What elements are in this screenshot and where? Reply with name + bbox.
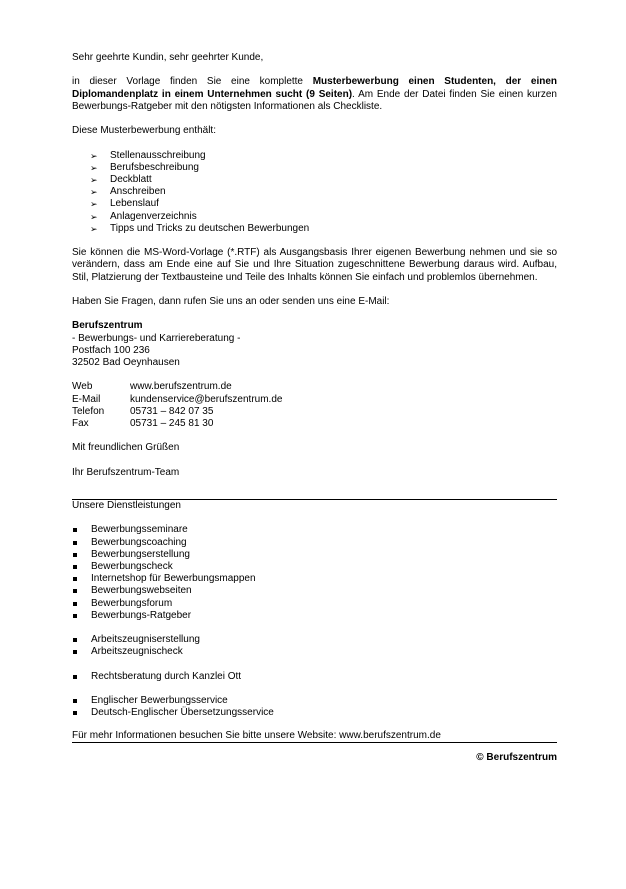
services-list-item: Bewerbungs-Ratgeber xyxy=(72,610,557,622)
arrow-bullet-icon: ➢ xyxy=(90,211,98,222)
services-list-item: Bewerbungsforum xyxy=(72,598,557,610)
contact-label: Fax xyxy=(72,417,89,429)
arrow-bullet-icon: ➢ xyxy=(90,187,98,198)
square-bullet-icon xyxy=(73,699,77,703)
email-link[interactable]: kundenservice@berufszentrum.de xyxy=(130,393,283,405)
contents-list-item: ➢ Berufsbeschreibung xyxy=(90,161,199,173)
closing: Mit freundlichen Grüßen xyxy=(72,442,180,454)
services-list-group-4 xyxy=(72,695,557,719)
square-bullet-icon xyxy=(73,711,77,715)
company-tagline: - Bewerbungs- und Karriereberatung - xyxy=(72,332,241,344)
copyright: © Berufszentrum xyxy=(476,751,557,763)
intro-bold-text: Musterbewerbung einen Studenten, der einen Diplomandenplatz in einem Unternehmen sucht (9 Seiten) xyxy=(72,76,558,100)
arrow-bullet-icon: ➢ xyxy=(90,174,98,185)
services-list-item: Bewerbungscheck xyxy=(72,561,557,573)
company-name: Berufszentrum xyxy=(72,320,143,332)
contents-list-item: ➢ Anlagenverzeichnis xyxy=(90,210,197,222)
usage-paragraph: Sie können die MS-Word-Vorlage (*.RTF) als Ausgangsbasis Ihrer eigenen Bewerbung nehmen und sie so verändern, dass am Ende eine auf Sie und Ihre Situation zugeschnittene Bewerbung daraus wird. Aufbau, Stil, Platzierung der Textbausteine und Teile des Inhalts können Sie einfach und problemlos übernehmen. xyxy=(72,247,557,283)
contents-list-item: ➢ Deckblatt xyxy=(90,173,152,185)
contact-row-fax xyxy=(72,418,557,430)
square-bullet-icon xyxy=(73,614,77,618)
services-list-item: Bewerbungswebseiten xyxy=(72,585,557,597)
contact-row-web xyxy=(72,381,557,393)
arrow-bullet-icon: ➢ xyxy=(90,223,98,234)
square-bullet-icon xyxy=(73,553,77,557)
signature: Ihr Berufszentrum-Team xyxy=(72,466,180,478)
arrow-bullet-icon: ➢ xyxy=(90,150,98,161)
services-list-group-1 xyxy=(72,524,557,622)
phone-value: 05731 – 842 07 35 xyxy=(130,405,214,417)
services-list-item: Bewerbungserstellung xyxy=(72,549,557,561)
intro-text-end: . Am Ende der Datei finden Sie einen kurzen Bewerbungs-Ratgeber mit den nötigsten Informationen als Checkliste. xyxy=(72,88,557,112)
contents-list-item: ➢ Anschreiben xyxy=(90,186,166,198)
services-list-item: Deutsch-Englischer Übersetzungsservice xyxy=(72,707,557,719)
services-list-group-3 xyxy=(72,671,557,683)
services-list-item: Internetshop für Bewerbungsmappen xyxy=(72,573,557,585)
website-link[interactable]: www.berufszentrum.de xyxy=(130,381,232,393)
city: 32502 Bad Oeynhausen xyxy=(72,356,180,368)
services-list-item: Bewerbungsseminare xyxy=(72,524,557,536)
square-bullet-icon xyxy=(73,638,77,642)
contents-list-item: ➢ Lebenslauf xyxy=(90,198,159,210)
square-bullet-icon xyxy=(73,602,77,606)
po-box: Postfach 100 236 xyxy=(72,344,150,356)
services-heading: Unsere Dienstleistungen xyxy=(72,499,181,511)
services-list-item: Englischer Bewerbungsservice xyxy=(72,695,557,707)
contact-label: Telefon xyxy=(72,405,105,417)
contact-label: E-Mail xyxy=(72,393,101,405)
contact-label: Web xyxy=(72,381,93,393)
contact-row-phone xyxy=(72,406,557,418)
services-list-item: Rechtsberatung durch Kanzlei Ott xyxy=(72,671,557,683)
square-bullet-icon xyxy=(73,528,77,532)
square-bullet-icon xyxy=(73,565,77,569)
contents-list xyxy=(72,150,557,235)
contents-list-item: ➢ Tipps und Tricks zu deutschen Bewerbungen xyxy=(90,222,310,234)
square-bullet-icon xyxy=(73,541,77,545)
contents-heading: Diese Musterbewerbung enthält: xyxy=(72,125,216,137)
services-list-item: Arbeitszeugnischeck xyxy=(72,646,557,658)
questions-line: Haben Sie Fragen, dann rufen Sie uns an oder senden uns eine E-Mail: xyxy=(72,295,390,307)
intro-text-start: in dieser Vorlage finden Sie eine komplette xyxy=(72,76,313,88)
contact-row-email xyxy=(72,394,557,406)
services-list-item: Bewerbungscoaching xyxy=(72,537,557,549)
fax-value: 05731 – 245 81 30 xyxy=(130,417,214,429)
arrow-bullet-icon: ➢ xyxy=(90,162,98,173)
square-bullet-icon xyxy=(73,589,77,593)
square-bullet-icon xyxy=(73,650,77,654)
square-bullet-icon xyxy=(73,675,77,679)
contents-list-item: ➢ Stellenausschreibung xyxy=(90,149,206,161)
services-list-group-2 xyxy=(72,634,557,658)
square-bullet-icon xyxy=(73,577,77,581)
intro-paragraph xyxy=(72,76,557,113)
arrow-bullet-icon: ➢ xyxy=(90,199,98,210)
services-list-item: Arbeitszeugniserstellung xyxy=(72,634,557,646)
document-page xyxy=(72,52,557,765)
more-info-line: Für mehr Informationen besuchen Sie bitte unsere Website: www.berufszentrum.de xyxy=(72,729,441,741)
greeting: Sehr geehrte Kundin, sehr geehrter Kunde, xyxy=(72,52,264,63)
